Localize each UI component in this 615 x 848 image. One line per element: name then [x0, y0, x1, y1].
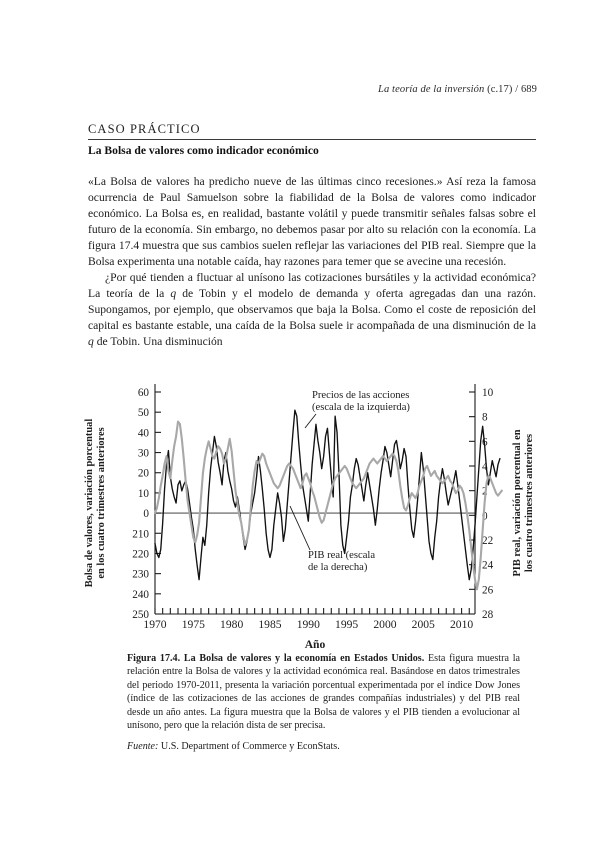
- caption-figure-label: Figura 17.4. La Bolsa de valores y la economía en Estados Unidos.: [127, 653, 425, 664]
- y-right-tick-label: 24: [482, 559, 494, 572]
- annotation-line-1: PIB real (escala: [308, 550, 376, 561]
- y-right-axis-title: [512, 429, 535, 576]
- annotation-leader-line: [305, 414, 316, 428]
- y-right-tick-label: 2: [482, 485, 488, 498]
- annotation-line-2: de la derecha): [308, 562, 368, 573]
- annotation-line-1: Precios de las acciones: [312, 390, 410, 401]
- body-text: [88, 174, 536, 351]
- running-head-rest: (c.17) / 689: [484, 84, 537, 95]
- axis-title-line: los cuatro trimestres anteriores: [524, 433, 535, 573]
- y-right-tick-label: 10: [482, 387, 494, 399]
- axis-title-line: en los cuatro trimestres anteriores: [96, 427, 107, 579]
- y-left-tick-label: 240: [132, 588, 149, 601]
- stock-vs-gdp-chart: [84, 378, 540, 650]
- y-right-tick-label: 22: [482, 535, 494, 547]
- caption-text: Esta figura muestra la relación entre la Bolsa de valores y la actividad económica real. Basándose en datos trimestrales del periodo 1970‑2011, presenta la variación porcentual experimentada por el índice Dow Jones (índice de las cotizaciones de las acciones de grandes compañías industriales) y del PIB real desde un año antes. La figura muestra que la Bolsa de valores y el PIB tienden a evolucionar al unísono, pero que la relación dista de ser precisa.: [127, 653, 520, 732]
- caption-source-label: Fuente:: [127, 741, 159, 753]
- y-left-tick-label: 250: [132, 609, 149, 621]
- p2-part-b: de Tobin y el modelo de demanda y oferta agregadas dan una razón. Supongamos, por ejemplo, que observamos que baja la Bolsa. Como el coste de reposición del capital es bastante estable, una caída de la Bolsa suele ir acompañada de una disminución de la: [88, 287, 536, 333]
- y-left-tick-label: 0: [143, 508, 149, 521]
- section-kicker: CASO PRÁCTICO: [88, 122, 201, 136]
- running-head: [0, 84, 537, 95]
- caption-body: [127, 652, 520, 732]
- x-tick-label: 1980: [220, 618, 244, 631]
- x-tick-label: 1975: [181, 618, 205, 631]
- axis-title-line: Bolsa de valores, variación porcentual: [84, 418, 95, 588]
- x-tick-label: 1995: [335, 618, 359, 631]
- section-divider: [88, 139, 536, 140]
- p2-q-italic-2: q: [88, 335, 94, 349]
- y-right-tick-label: 6: [482, 436, 488, 449]
- annotation-stock-prices: [305, 390, 410, 428]
- annotation-real-gdp: [290, 506, 375, 573]
- y-right-tick-label: 4: [482, 461, 488, 473]
- y-left-tick-label: 210: [132, 528, 149, 541]
- y-left-tick-label: 10: [137, 487, 149, 500]
- axis-title-line: PIB real, variación porcentual en: [512, 429, 523, 577]
- p2-part-c: de Tobin. Una disminución: [93, 335, 223, 349]
- y-left-axis-title: [84, 419, 107, 588]
- y-left-tick-label: 20: [137, 467, 149, 480]
- x-tick-label: 1970: [143, 618, 167, 631]
- x-axis-title: Año: [304, 638, 326, 650]
- x-tick-label: 1985: [258, 618, 282, 631]
- figure-17-4: [84, 378, 540, 650]
- section-subheading: La Bolsa de valores como indicador económico: [88, 144, 319, 157]
- running-head-title: La teoría de la inversión: [378, 84, 485, 95]
- y-left-tick-label: 230: [132, 568, 149, 581]
- y-left-tick-label: 40: [137, 427, 149, 440]
- y-right-tick-label: 8: [482, 411, 488, 424]
- paragraph-1: «La Bolsa de valores ha predicho nueve de las últimas cinco recesiones.» Así reza la famosa ocurrencia de Paul Samuelson sobre la fiabilidad de la Bolsa de valores como indicador económico. La Bolsa es, en realidad, bastante volátil y puede transmitir señales falsas sobre el futuro de la economía. Sin embargo, no debemos pasar por alto su relación con la economía. La figura 17.4 muestra que sus cambios suelen reflejar las variaciones del PIB real. Siempre que la Bolsa experimenta una notable caída, hay razones para temer que se avecine una recesión.: [88, 175, 536, 269]
- y-right-tick-label: 26: [482, 584, 494, 597]
- y-left-tick-label: 220: [132, 548, 149, 561]
- y-left-tick-label: 50: [137, 407, 149, 420]
- x-tick-label: 2000: [373, 618, 397, 631]
- y-left-tick-label: 30: [137, 447, 149, 460]
- paragraph-2: [88, 270, 536, 350]
- caption-source-text: U.S. Department of Commerce y EconStats.: [158, 741, 340, 753]
- y-right-tick-label: 0: [482, 510, 488, 523]
- p2-q-italic-1: q: [170, 287, 177, 301]
- y-right-tick-label: 28: [482, 609, 494, 621]
- y-left-tick-label: 60: [137, 387, 149, 399]
- figure-caption: [127, 652, 520, 754]
- annotation-line-2: (escala de la izquierda): [312, 402, 410, 413]
- x-tick-label: 1990: [296, 618, 320, 631]
- caption-source: [127, 740, 520, 753]
- x-tick-label: 2010: [449, 618, 474, 631]
- p2-part-a: ¿Por qué tienden a fluctuar al unísono las cotizaciones bursátiles y la actividad económica? La teoría de la: [88, 271, 536, 301]
- x-tick-label: 2005: [411, 618, 435, 631]
